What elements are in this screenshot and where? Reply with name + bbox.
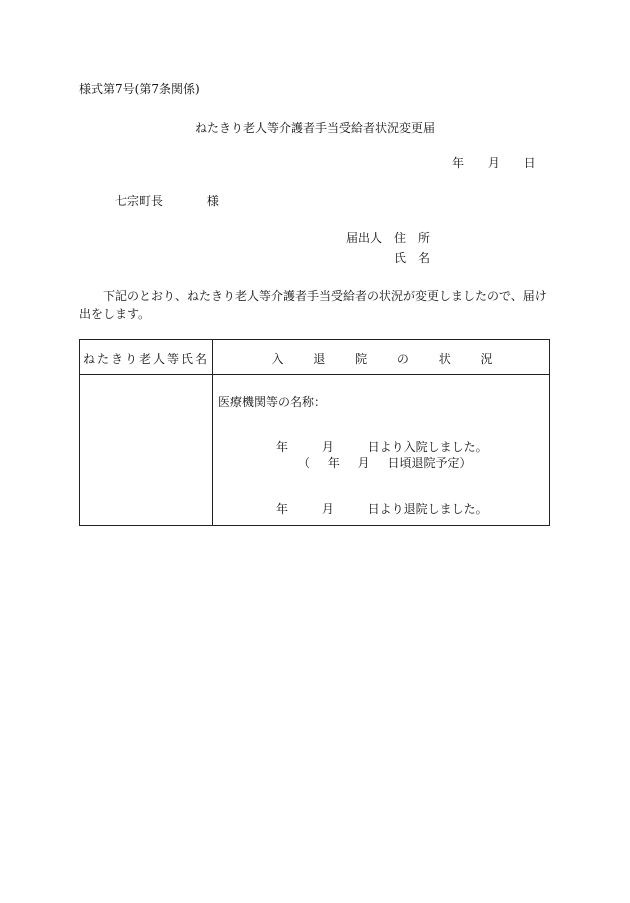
expected-discharge-line: （ 年 月 日頃退院予定） <box>298 456 472 470</box>
form-number: 様式第7号(第7条関係) <box>79 82 200 96</box>
column-divider <box>212 340 213 525</box>
status-table <box>79 339 550 526</box>
date-line: 年 月 日 <box>452 156 536 170</box>
discharged-line: 年 月 日より退院しました。 <box>276 502 488 516</box>
header-elderly-name: ねたきり老人等氏名 <box>82 352 209 366</box>
applicant-address-label: 届出人 住 所 <box>346 231 431 245</box>
institution-label: 医療機関等の名称： <box>218 395 327 409</box>
document-title: ねたきり老人等介護者手当受給者状況変更届 <box>195 121 436 135</box>
header-admission-status: 入 退 院 の 状 況 <box>271 352 493 366</box>
body-text: 下記のとおり、ねたきり老人等介護者手当受給者の状況が変更しましたので、届け出をします。 <box>79 289 547 321</box>
applicant-name-label: 氏 名 <box>394 251 431 265</box>
addressee: 七宗町長 様 <box>115 194 219 208</box>
admitted-line: 年 月 日より入院しました。 <box>276 440 488 454</box>
header-divider <box>80 374 549 375</box>
